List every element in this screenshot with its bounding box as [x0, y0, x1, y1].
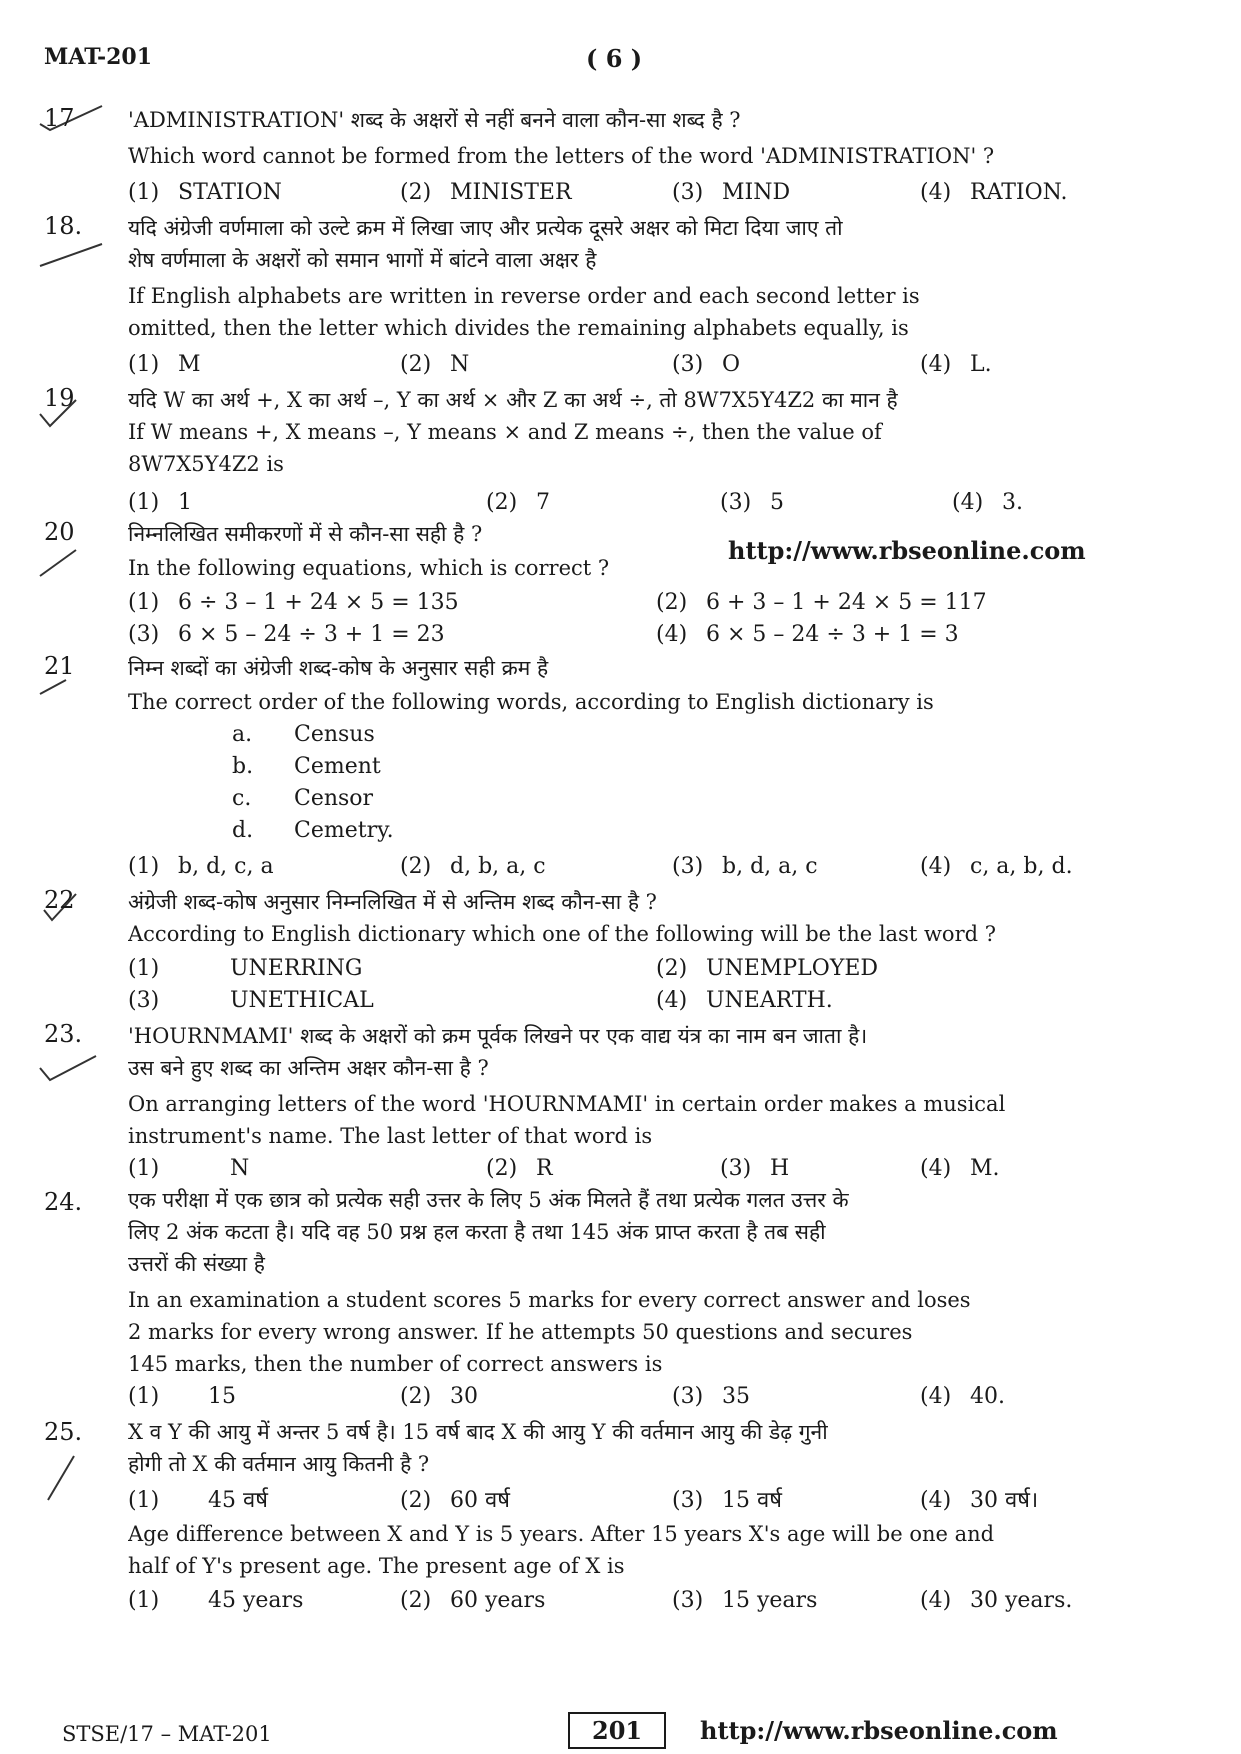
option-2: (2) R [486, 1156, 553, 1181]
question-number: 19 [44, 384, 75, 412]
option-1: (1) UNERRING [128, 956, 363, 981]
option-2-hindi: (2) 60 वर्ष [400, 1488, 510, 1513]
option-4-hindi: (4) 30 वर्ष। [920, 1488, 1039, 1513]
question-text-hindi: यदि W का अर्थ +, X का अर्थ –, Y का अर्थ × और Z का अर्थ ÷, तो 8W7X5Y4Z2 का मान है [128, 388, 898, 412]
question-text-hindi-line-2: शेष वर्णमाला के अक्षरों को समान भागों में बांटने वाला अक्षर है [128, 248, 597, 272]
option-2: (2) 30 [400, 1384, 478, 1409]
question-text-english: The correct order of the following words, according to English dictionary is [128, 690, 934, 714]
question-text-hindi: निम्न शब्दों का अंग्रेजी शब्द-कोष के अनुसार सही क्रम है [128, 656, 549, 680]
footer-page-number: 201 [568, 1712, 666, 1749]
option-2: (2) UNEMPLOYED [656, 956, 879, 981]
question-text-english-line-1: In an examination a student scores 5 marks for every correct answer and loses [128, 1288, 971, 1312]
question-number: 17 [44, 104, 75, 132]
paper-code: MAT-201 [44, 44, 153, 70]
question-text-english-line-3: 145 marks, then the number of correct answers is [128, 1352, 663, 1376]
option-1: (1) 45 years [128, 1588, 304, 1613]
question-text-english-line-2: 8W7X5Y4Z2 is [128, 452, 284, 476]
question-text-english-line-1: If English alphabets are written in reverse order and each second letter is [128, 284, 920, 308]
list-item: c. Censor [232, 786, 374, 811]
question-text-english-line-2: omitted, then the letter which divides the remaining alphabets equally, is [128, 316, 909, 340]
option-4: (4) M. [920, 1156, 1000, 1181]
question-number: 23. [44, 1020, 83, 1048]
option-1: (1) 15 [128, 1384, 236, 1409]
footer-url[interactable]: http://www.rbseonline.com [700, 1716, 1058, 1745]
option-3: (3) H [720, 1156, 790, 1181]
option-2: (2) MINISTER [400, 180, 572, 205]
check-mark-icon [36, 240, 106, 270]
list-item: a. Census [232, 722, 375, 747]
question-text-hindi-line-1: एक परीक्षा में एक छात्र को प्रत्येक सही उत्तर के लिए 5 अंक मिलते हैं तथा प्रत्येक गलत उत्तर के [128, 1188, 849, 1212]
option-3: (3) 5 [720, 490, 784, 515]
question-text-hindi-line-1: X व Y की आयु में अन्तर 5 वर्ष है। 15 वर्ष बाद X की आयु Y की वर्तमान आयु की डेढ़ गुनी [128, 1420, 828, 1444]
question-text-english-line-2: 2 marks for every wrong answer. If he attempts 50 questions and secures [128, 1320, 913, 1344]
question-text-english: Which word cannot be formed from the letters of the word 'ADMINISTRATION' ? [128, 144, 995, 168]
option-2: (2) 7 [486, 490, 550, 515]
option-3: (3) MIND [672, 180, 791, 205]
check-mark-icon [36, 548, 106, 578]
question-text-english-line-2: instrument's name. The last letter of that word is [128, 1124, 653, 1148]
question-number: 20 [44, 518, 75, 546]
option-4: (4) 6 × 5 – 24 ÷ 3 + 1 = 3 [656, 622, 959, 647]
option-1-hindi: (1) 45 वर्ष [128, 1488, 268, 1513]
question-number: 24. [44, 1188, 83, 1216]
question-text-hindi: अंग्रेजी शब्द-कोष अनुसार निम्नलिखित में से अन्तिम शब्द कौन-सा है ? [128, 890, 657, 914]
option-1: (1) b, d, c, a [128, 854, 274, 879]
option-2: (2) d, b, a, c [400, 854, 546, 879]
question-text-english: According to English dictionary which one of the following will be the last word ? [128, 922, 996, 946]
option-4: (4) L. [920, 352, 992, 377]
option-4: (4) RATION. [920, 180, 1068, 205]
question-text-hindi-line-2: होगी तो X की वर्तमान आयु कितनी है ? [128, 1452, 430, 1476]
check-mark-icon [36, 1054, 106, 1084]
option-2: (2) 6 + 3 – 1 + 24 × 5 = 117 [656, 590, 987, 615]
question-text-hindi-line-1: 'HOURNMAMI' शब्द के अक्षरों को क्रम पूर्वक लिखने पर एक वाद्य यंत्र का नाम बन जाता है। [128, 1024, 868, 1048]
question-number: 25. [44, 1418, 83, 1446]
question-text-english-line-1: On arranging letters of the word 'HOURNMAMI' in certain order makes a musical [128, 1092, 1006, 1116]
option-3: (3) 6 × 5 – 24 ÷ 3 + 1 = 23 [128, 622, 445, 647]
option-2: (2) N [400, 352, 470, 377]
question-text-hindi-line-2: लिए 2 अंक कटता है। यदि वह 50 प्रश्न हल करता है तथा 145 अंक प्राप्त करता है तब सही [128, 1220, 826, 1244]
question-text-english-line-2: half of Y's present age. The present age of X is [128, 1554, 625, 1578]
option-1: (1) 1 [128, 490, 192, 515]
option-3: (3) UNETHICAL [128, 988, 374, 1013]
option-2: (2) 60 years [400, 1588, 546, 1613]
option-3: (3) b, d, a, c [672, 854, 818, 879]
list-item: b. Cement [232, 754, 381, 779]
list-item: d. Cemetry. [232, 818, 394, 843]
option-3: (3) 35 [672, 1384, 750, 1409]
option-1: (1) M [128, 352, 201, 377]
check-mark-icon [36, 1454, 106, 1504]
question-number: 18. [44, 212, 83, 240]
option-3: (3) O [672, 352, 741, 377]
question-text-hindi-line-2: उस बने हुए शब्द का अन्तिम अक्षर कौन-सा है ? [128, 1056, 489, 1080]
question-text-hindi-line-3: उत्तरों की संख्या है [128, 1252, 265, 1276]
option-1: (1) N [128, 1156, 250, 1181]
question-number: 21 [44, 652, 75, 680]
option-3: (3) 15 years [672, 1588, 818, 1613]
question-text-hindi: 'ADMINISTRATION' शब्द के अक्षरों से नहीं बनने वाला कौन-सा शब्द है ? [128, 108, 741, 132]
watermark-url[interactable]: http://www.rbseonline.com [728, 536, 1086, 565]
question-text-english-line-1: Age difference between X and Y is 5 years. After 15 years X's age will be one and [128, 1522, 995, 1546]
option-4: (4) UNEARTH. [656, 988, 833, 1013]
option-3-hindi: (3) 15 वर्ष [672, 1488, 782, 1513]
option-1: (1) STATION [128, 180, 282, 205]
question-text-hindi-line-1: यदि अंग्रेजी वर्णमाला को उल्टे क्रम में लिखा जाए और प्रत्येक दूसरे अक्षर को मिटा दिया जाए तो [128, 216, 843, 240]
question-text-hindi: निम्नलिखित समीकरणों में से कौन-सा सही है ? [128, 522, 483, 546]
option-1: (1) 6 ÷ 3 – 1 + 24 × 5 = 135 [128, 590, 459, 615]
footer-paper-code: STSE/17 – MAT-201 [62, 1722, 272, 1746]
question-text-english-line-1: If W means +, X means –, Y means × and Z means ÷, then the value of [128, 420, 882, 444]
page-number: ( 6 ) [586, 44, 643, 73]
option-4: (4) c, a, b, d. [920, 854, 1073, 879]
option-4: (4) 3. [952, 490, 1023, 515]
question-number: 22 [44, 886, 75, 914]
question-text-english: In the following equations, which is correct ? [128, 556, 610, 580]
option-4: (4) 30 years. [920, 1588, 1073, 1613]
option-4: (4) 40. [920, 1384, 1005, 1409]
